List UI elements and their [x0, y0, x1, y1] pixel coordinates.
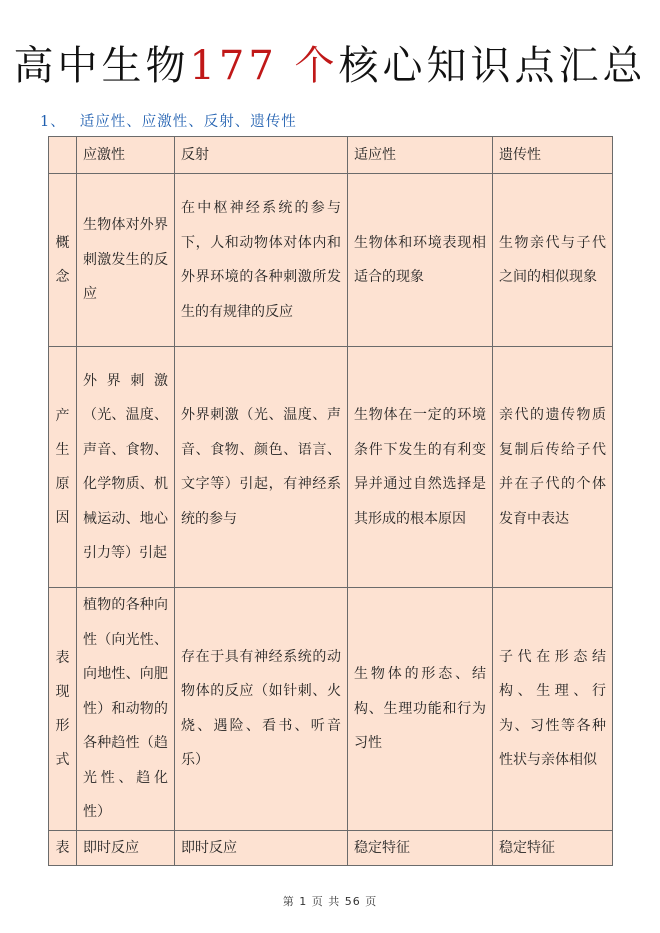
- section-title: 适应性、应激性、反射、遗传性: [79, 114, 297, 130]
- table-cell: 在中枢神经系统的参与下，人和动物体对体内和外界环境的各种刺激所发生的有规律的反应: [175, 174, 348, 347]
- table-cell: 稳定特征: [493, 830, 613, 865]
- row-label-char: 形: [55, 717, 70, 734]
- row-label-char: 表: [55, 839, 70, 856]
- row-label-char: 原: [55, 476, 70, 492]
- header-cell-yichuanxing: 遗传性: [493, 137, 613, 174]
- table-row-form: [49, 588, 613, 831]
- header-cell-corner: [49, 137, 77, 174]
- table-row-concept: [49, 174, 613, 347]
- table-cell: 生物体在一定的环境条件下发生的有利变异并通过自然选择是其形成的根本原因: [348, 347, 493, 588]
- row-label-char: 念: [55, 269, 70, 285]
- table-cell: 外界刺激（光、温度、声音、食物、化学物质、机械运动、地心引力等）引起: [77, 347, 175, 588]
- table-cell: 生物体和环境表现相适合的现象: [348, 174, 493, 347]
- knowledge-table: [48, 136, 613, 866]
- table-cell: 子代在形态结构、生理、行为、习性等各种性状与亲体相似: [493, 588, 613, 831]
- section-number: 1、: [40, 114, 66, 130]
- table-cell: 生物亲代与子代之间的相似现象: [493, 174, 613, 347]
- table-cell: 亲代的遗传物质复制后传给子代并在子代的个体发育中表达: [493, 347, 613, 588]
- title-prefix: 高中生物: [13, 43, 190, 89]
- page-title: [0, 36, 660, 96]
- page-number: 第 1 页 共 56 页: [282, 895, 378, 908]
- row-label-concept: [49, 174, 77, 347]
- header-cell-yingjixing: 应激性: [77, 137, 175, 174]
- table-row-characteristic: [49, 830, 613, 865]
- table-cell: 植物的各种向性（向光性、向地性、向肥性）和动物的各种趋性（趋光性、趋化性）: [77, 588, 175, 831]
- row-label-form: [49, 588, 77, 831]
- header-cell-fanshe: 反射: [175, 137, 348, 174]
- row-label-char: 生: [55, 442, 70, 458]
- table-header-row: [49, 137, 613, 174]
- section-heading: [40, 110, 297, 131]
- header-cell-shiyingxing: 适应性: [348, 137, 493, 174]
- row-label-char: 产: [55, 408, 70, 424]
- table-cell: 稳定特征: [348, 830, 493, 865]
- table-row-cause: [49, 347, 613, 588]
- row-label-cause: [49, 347, 77, 588]
- table-cell: 即时反应: [175, 830, 348, 865]
- table-cell: 生物体的形态、结构、生理功能和行为习性: [348, 588, 493, 831]
- row-label-char: 概: [55, 235, 70, 251]
- row-label-char: 表: [55, 649, 70, 666]
- row-label-char: 现: [55, 683, 70, 700]
- table-cell: 外界刺激（光、温度、声音、食物、颜色、语言、文字等）引起，有神经系统的参与: [175, 347, 348, 588]
- row-label-characteristic: [49, 830, 77, 865]
- title-suffix: 核心知识点汇总: [338, 43, 647, 89]
- table-cell: 存在于具有神经系统的动物体的反应（如针刺、火烧、遇险、看书、听音乐）: [175, 588, 348, 831]
- table-cell: 生物体对外界刺激发生的反应: [77, 174, 175, 347]
- row-label-char: 因: [55, 510, 70, 526]
- table-cell: 即时反应: [77, 830, 175, 865]
- title-highlight: 177 个: [189, 43, 339, 89]
- row-label-char: 式: [55, 751, 70, 768]
